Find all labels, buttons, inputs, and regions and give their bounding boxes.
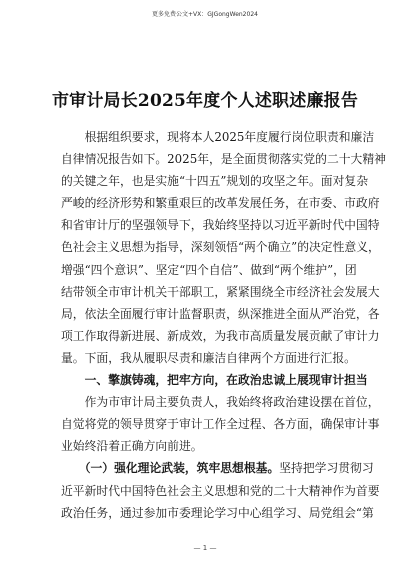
paragraph-line: 的关键之年，也是实施“十四五”规划的攻坚之年。面对复杂 [61,174,368,189]
document-title: 市审计局长2025年度个人述职述廉报告 [51,91,359,111]
paragraph-line: 自觉将党的领导贯穿于审计工作全过程、各方面，确保审计事 [61,417,380,432]
paragraph-line: 和省审计厅的坚强领导下，我始终坚持以习近平新时代中国特 [61,218,380,233]
paragraph-line: 严峻的经济形势和繁重艰巨的改革发展任务，在市委、市政府 [61,196,380,211]
paragraph-line: 结带领全市审计机关干部职工，紧紧围绕全市经济社会发展大 [61,284,380,299]
paragraph-line: 近平新时代中国特色社会主义思想和党的二十大精神作为首要 [61,483,380,498]
section-heading: 一、擎旗铸魂，把牢方向，在政治忠诚上展现审计担当 [61,373,368,388]
paragraph-line: 自律情况报告如下。2025年，是全面贯彻落实党的二十大精神 [61,152,386,167]
paragraph-line [61,457,374,479]
paragraph-line: 根据组织要求，现将本人2025年度履行岗位职责和廉洁 [61,130,375,144]
paragraph-line: 作为市审计局主要负责人，我始终将政治建设摆在首位， [61,395,380,410]
paragraph-line: 项工作取得新进展、新成效，为我市高质量发展贡献了审计力 [61,328,380,343]
paragraph-line: 政治任务，通过参加市委理论学习中心组学习、局党组会“第 [61,505,374,520]
document-body [61,126,386,524]
paragraph-text: 坚持把学习贯彻习 [279,461,374,476]
paragraph-line: 色社会主义思想为指导，深刻领悟“两个确立”的决定性意义， [61,240,380,255]
paragraph-line: 量。下面，我从履职尽责和廉洁自律两个方面进行汇报。 [61,350,356,365]
subsection-heading: （一）强化理论武装，筑牢思想根基。 [61,461,280,476]
paragraph-line: 局，依法全面履行审计监督职责，纵深推进全面从严治党，各 [61,306,380,321]
page-number: — 1 — [193,544,217,552]
paragraph-line: 增强“四个意识”、坚定“四个自信”、做到“两个维护”，团 [61,262,357,277]
header-note: 更多免费公文+VX：GJGongWen2024 [152,11,258,18]
paragraph-line: 业始终沿着正确方向前进。 [61,439,203,454]
